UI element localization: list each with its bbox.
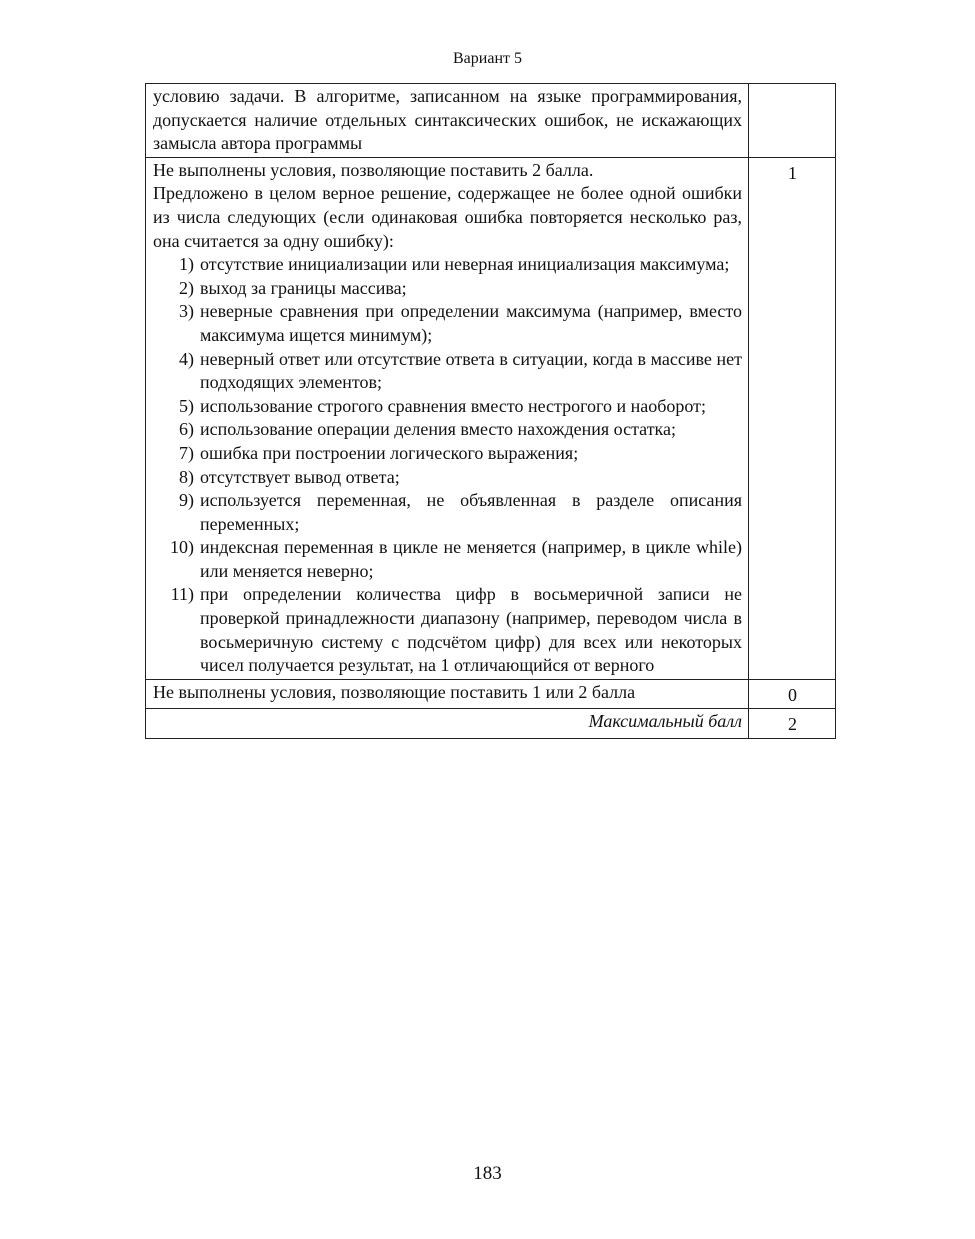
variant-header: Вариант 5 [453,50,522,67]
error-item-number: 4) [179,348,194,369]
criteria-row-max [146,709,836,739]
criteria-row-score-0 [146,679,836,709]
error-item-number: 11) [170,584,194,605]
error-item-number: 2) [179,277,194,298]
error-item-number: 7) [179,442,194,463]
criteria-row-score-1 [146,157,836,679]
criteria-text: условию задачи. В алгоритме, записанном на языке программирования, допускается наличие отдельных синтаксических ошибок, не искажающих замысла автора программы [146,84,749,158]
error-list [153,253,742,678]
error-list-item [153,466,742,490]
score-cell [749,84,836,158]
score-cell: 0 [749,679,836,709]
error-item-number: 3) [179,301,194,322]
score-cell: 1 [749,157,836,679]
error-list-item [153,277,742,301]
error-list-item [153,583,742,677]
error-list-item [153,442,742,466]
error-item-text: используется переменная, не объявленная в разделе описания переменных; [200,490,742,534]
error-item-text: отсутствие инициализации или неверная инициализация максимума; [200,254,730,275]
criteria-intro-paragraph: Предложено в целом верное решение, содержащее не более одной ошибки из числа следующих (если одинаковая ошибка повторяется несколько раз, она считается за одну ошибку): [153,183,742,251]
criteria-text-block [146,157,749,679]
criteria-table [145,83,836,739]
error-list-item [153,489,742,536]
criteria-row-continuation [146,84,836,158]
error-list-item [153,418,742,442]
page-number: 183 [473,1163,502,1184]
error-item-text: при определении количества цифр в восьмеричной записи не проверкой принадлежности диапазону (например, переводом числа в восьмеричную систему с подсчётом цифр) для всех или некоторых чисел получается результат, на 1 отличающийся от верного [200,584,742,676]
error-item-number: 5) [179,395,194,416]
error-item-text: использование строгого сравнения вместо нестрогого и наоборот; [200,395,707,416]
error-item-number: 6) [179,419,194,440]
error-item-text: использование операции деления вместо нахождения остатка; [200,419,677,440]
error-list-item [153,536,742,583]
criteria-text: Не выполнены условия, позволяющие поставить 1 или 2 балла [146,679,749,709]
error-item-number: 9) [179,490,194,511]
error-item-text: выход за границы массива; [200,277,407,298]
error-item-number: 8) [179,466,194,487]
error-item-number: 1) [179,254,194,275]
error-list-item [153,300,742,347]
error-item-number: 10) [170,537,194,558]
error-list-item [153,253,742,277]
error-item-text: индексная переменная в цикле не меняется (например, в цикле while) или меняется неверно; [200,537,742,581]
error-item-text: ошибка при построении логического выражения; [200,442,579,463]
error-item-text: отсутствует вывод ответа; [200,466,400,487]
error-item-text: неверный ответ или отсутствие ответа в ситуации, когда в массиве нет подходящих элементов; [200,348,742,393]
error-item-text: неверные сравнения при определении максимума (например, вместо максимума ищется минимум); [200,301,742,345]
error-list-item [153,395,742,419]
max-score-label: Максимальный балл [146,709,749,739]
criteria-intro-line: Не выполнены условия, позволяющие поставить 2 балла. [153,159,594,180]
max-score-value: 2 [749,709,836,739]
error-list-item [153,348,742,395]
